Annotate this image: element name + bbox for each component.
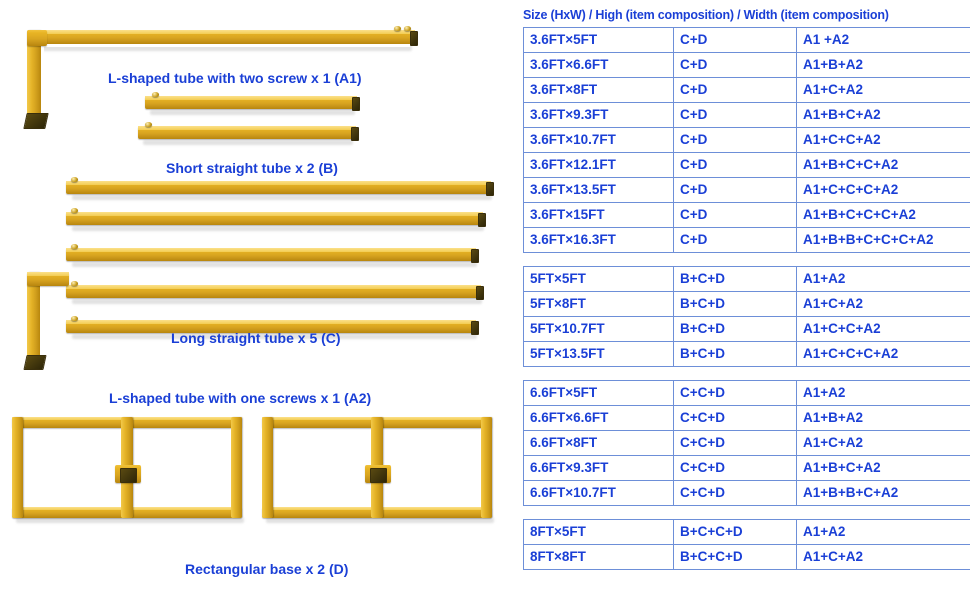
cell-width-composition: A1+C+A2 (797, 431, 970, 456)
c5-cap (471, 321, 479, 335)
c5-screw (71, 316, 78, 321)
caption-d: Rectangular base x 2 (D) (185, 561, 349, 577)
cell-size: 3.6FT×8FT (524, 78, 674, 103)
c1-cap (486, 182, 494, 196)
cell-size: 8FT×5FT (524, 520, 674, 545)
caption-b: Short straight tube x 2 (B) (166, 160, 338, 176)
cell-high-composition: C+D (674, 28, 797, 53)
cell-width-composition: A1+C+C+C+A2 (797, 178, 970, 203)
caption-c: Long straight tube x 5 (C) (171, 330, 341, 346)
cell-high-composition: C+C+D (674, 431, 797, 456)
cell-high-composition: C+C+D (674, 456, 797, 481)
cell-width-composition: A1+C+A2 (797, 545, 970, 570)
c3-screw (71, 244, 78, 249)
d1-right-rail (231, 417, 242, 518)
a1-end-cap (23, 113, 48, 129)
c1-highlight (66, 181, 491, 185)
a1-inner-edge-vertical (41, 44, 44, 122)
table-row (524, 342, 970, 367)
cell-high-composition: B+C+D (674, 317, 797, 342)
part-d-base-2 (262, 417, 492, 522)
cell-width-composition: A1+C+C+C+A2 (797, 342, 970, 367)
c2-cap (478, 213, 486, 227)
cell-high-composition: C+D (674, 153, 797, 178)
shadow (72, 226, 484, 231)
cell-high-composition: C+D (674, 53, 797, 78)
cell-size: 3.6FT×12.1FT (524, 153, 674, 178)
cell-size: 6.6FT×5FT (524, 381, 674, 406)
cell-size: 3.6FT×13.5FT (524, 178, 674, 203)
cell-high-composition: C+D (674, 228, 797, 253)
a1-screw-1 (394, 26, 401, 31)
table-row (524, 317, 970, 342)
cell-high-composition: B+C+D (674, 292, 797, 317)
table-row (524, 456, 970, 481)
cell-size: 5FT×5FT (524, 267, 674, 292)
table-row (524, 481, 970, 506)
table-row (524, 406, 970, 431)
cell-high-composition: C+D (674, 178, 797, 203)
cell-high-composition: B+C+C+D (674, 520, 797, 545)
cell-size: 3.6FT×15FT (524, 203, 674, 228)
spec-table-5ft (523, 266, 970, 367)
b2-screw (145, 122, 152, 127)
table-row (524, 431, 970, 456)
a2-elbow-highlight (27, 272, 69, 276)
cell-size: 3.6FT×6.6FT (524, 53, 674, 78)
cell-width-composition: A1+C+A2 (797, 292, 970, 317)
shadow (72, 299, 482, 304)
c4-screw (71, 281, 78, 286)
cell-high-composition: C+C+D (674, 381, 797, 406)
cell-width-composition: A1+A2 (797, 381, 970, 406)
a1-right-cap (410, 31, 418, 46)
a2-end-cap (23, 355, 46, 370)
cell-size: 6.6FT×9.3FT (524, 456, 674, 481)
c2-screw (71, 208, 78, 213)
d2-left-rail (262, 417, 273, 518)
part-b-short-tube-2 (0, 0, 360, 20)
table-row (524, 178, 970, 203)
shadow (72, 195, 492, 200)
cell-width-composition: A1+B+C+C+C+A2 (797, 203, 970, 228)
d2-right-rail (481, 417, 492, 518)
table-row (524, 53, 970, 78)
cell-size: 3.6FT×16.3FT (524, 228, 674, 253)
table-row (524, 228, 970, 253)
cell-width-composition: A1+B+C+C+A2 (797, 153, 970, 178)
table-row (524, 103, 970, 128)
table-row (524, 520, 970, 545)
b2-highlight (138, 126, 356, 130)
cell-width-composition: A1+B+A2 (797, 406, 970, 431)
cell-size: 3.6FT×10.7FT (524, 128, 674, 153)
b2-cap (351, 127, 359, 141)
cell-width-composition: A1+B+B+C+A2 (797, 481, 970, 506)
cell-width-composition: A1+C+C+A2 (797, 128, 970, 153)
cell-high-composition: B+C+D (674, 342, 797, 367)
table-row (524, 381, 970, 406)
c3-highlight (66, 248, 476, 252)
b1-highlight (145, 96, 357, 100)
spec-table-6-6ft (523, 380, 970, 506)
cell-high-composition: C+D (674, 128, 797, 153)
spec-table-title: Size (HxW) / High (item composition) / Width (item composition) (523, 8, 889, 22)
table-row (524, 292, 970, 317)
table-row (524, 28, 970, 53)
cell-size: 6.6FT×8FT (524, 431, 674, 456)
cell-width-composition: A1+C+A2 (797, 78, 970, 103)
cell-size: 6.6FT×6.6FT (524, 406, 674, 431)
cell-width-composition: A1+B+C+A2 (797, 456, 970, 481)
d1-left-rail (12, 417, 23, 518)
cell-high-composition: C+D (674, 203, 797, 228)
cell-high-composition: C+C+D (674, 481, 797, 506)
c4-highlight (66, 285, 481, 289)
cell-width-composition: A1+A2 (797, 520, 970, 545)
shadow (143, 140, 353, 145)
cell-size: 5FT×13.5FT (524, 342, 674, 367)
cell-width-composition: A1+B+B+C+C+C+A2 (797, 228, 970, 253)
cell-size: 8FT×8FT (524, 545, 674, 570)
table-row (524, 128, 970, 153)
cell-high-composition: C+D (674, 78, 797, 103)
caption-a1: L-shaped tube with two screw x 1 (A1) (108, 70, 362, 86)
cell-width-composition: A1+B+C+A2 (797, 103, 970, 128)
c5-highlight (66, 320, 476, 324)
cell-high-composition: C+C+D (674, 406, 797, 431)
c1-screw (71, 177, 78, 182)
table-row (524, 203, 970, 228)
cell-width-composition: A1+B+A2 (797, 53, 970, 78)
spec-table-8ft (523, 519, 970, 570)
cell-size: 5FT×10.7FT (524, 317, 674, 342)
cell-size: 5FT×8FT (524, 292, 674, 317)
c2-highlight (66, 212, 483, 216)
shadow (72, 262, 477, 267)
cell-size: 3.6FT×5FT (524, 28, 674, 53)
cell-size: 3.6FT×9.3FT (524, 103, 674, 128)
cell-high-composition: B+C+D (674, 267, 797, 292)
cell-high-composition: C+D (674, 103, 797, 128)
a1-horizontal-highlight (30, 30, 415, 34)
c4-cap (476, 286, 484, 300)
spec-table-3-6ft (523, 27, 970, 253)
d1-socket (120, 468, 137, 483)
a1-inner-edge-horizontal (38, 44, 410, 47)
a1-elbow (27, 30, 47, 46)
b1-screw (152, 92, 159, 97)
cell-width-composition: A1+A2 (797, 267, 970, 292)
shadow (150, 110, 355, 115)
cell-high-composition: B+C+C+D (674, 545, 797, 570)
table-row (524, 78, 970, 103)
table-row (524, 267, 970, 292)
b1-cap (352, 97, 360, 111)
part-d-base-1 (12, 417, 242, 522)
table-row (524, 545, 970, 570)
specification-panel (523, 8, 963, 583)
d2-socket (370, 468, 387, 483)
a2-inner-edge-vertical (40, 286, 43, 364)
cell-width-composition: A1 +A2 (797, 28, 970, 53)
table-row (524, 153, 970, 178)
c3-cap (471, 249, 479, 263)
cell-width-composition: A1+C+C+A2 (797, 317, 970, 342)
cell-size: 6.6FT×10.7FT (524, 481, 674, 506)
a2-vertical-arm (27, 272, 40, 367)
caption-a2: L-shaped tube with one screws x 1 (A2) (109, 390, 372, 406)
